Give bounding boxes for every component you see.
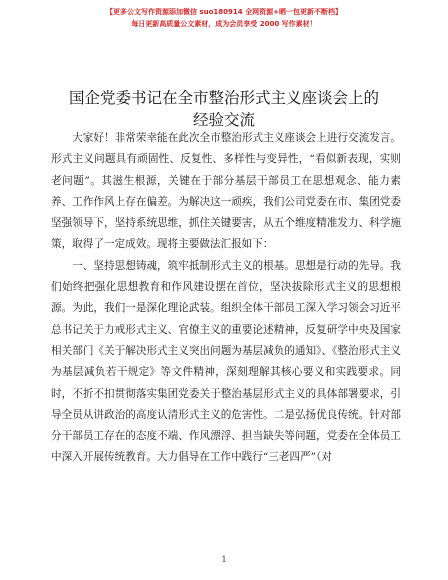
promo-banner-line-1: 【更多公文写作资源添加微信 suo180914 全网资源+晒一包更新不断档】 [106, 8, 342, 16]
paragraph-section-1: 一、坚持思想铸魂，筑牢抵制形式主义的根基。思想是行动的先导。我们始终把强化思想教育和作风建设摆在首位，坚决拔除形式主义的思想根源。为此，我们一是深化理论武装。组织全体干部员工深入学习领会习近平总书记关于力戒形式主义、官僚主义的重要论述精神，反复研学中央及国家相关部门《关于解决形式主义突出问题为基层减负的通知》、《整治形式主义为基层减负若干规定》等文件精神，深刻理解其核心要义和实践要求。同时，不折不扣贯彻落实集团党委关于整治基层形式主义的具体部署要求，引导全员从讲政治的高度认清形式主义的危害性。二是弘扬优良传统。针对部分干部员工存在的态度不端、作风漂浮、担当缺失等问题，党委在全体员工中深入开展传统教育。大力倡导在工作中践行“三老四严”（对 [51, 259, 401, 464]
paragraph-intro: 大家好！非常荣幸能在此次全市整治形式主义座谈会上进行交流发言。形式主义问题具有顽固性、反复性、多样性与变异性，“看似新表现，实则老问题”。其滋生根源，关键在于部分基层干部员工在思想观念、能力素养、工作作风上存在偏差。为解决这一顽疾，我们公司党委在市、集团党委坚强领导下，坚持系统思维，抓住关键要害，从五个维度精准发力、科学施策，取得了一定成效。现将主要做法汇报如下： [51, 132, 401, 251]
page-number: 1 [221, 555, 227, 564]
document-title [40, 87, 408, 131]
document-title-line-2: 经验交流 [192, 111, 255, 129]
document-title-line-1: 国企党委书记在全市整治形式主义座谈会上的 [68, 89, 379, 107]
promo-banner [0, 6, 448, 30]
promo-banner-line-2: 每日更新高质量公文素材，成为会员享受 2000 写作素材！ [131, 20, 317, 28]
document-body [51, 128, 401, 469]
